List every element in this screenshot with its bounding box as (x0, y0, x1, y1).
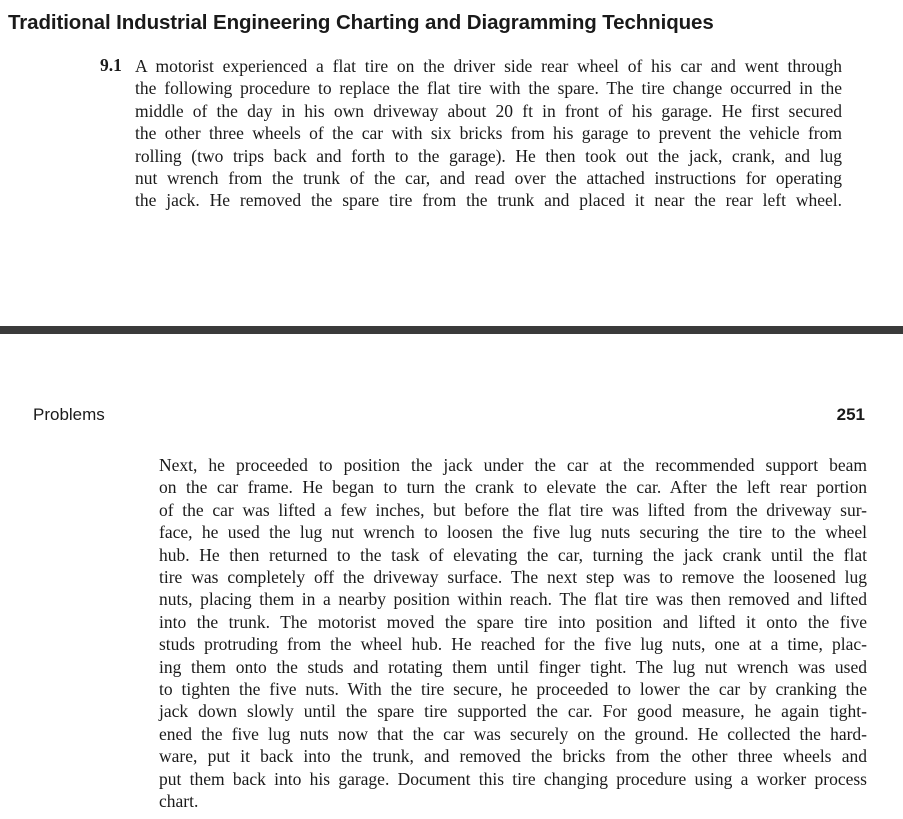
text-line: put them back into his garage. Document this tire changing procedure using a worker process (159, 768, 867, 789)
section-label: Problems (33, 405, 105, 424)
text-line: ened the five lug nuts now that the car was securely on the ground. He collected the hard- (159, 723, 867, 744)
text-line: ware, put it back into the trunk, and removed the bricks from the other three wheels and (159, 746, 867, 767)
text-line: to tighten the five nuts. With the tire secure, he proceeded to lower the car by cranking the (159, 679, 867, 700)
text-line: nut wrench from the trunk of the car, and read over the attached instructions for operating (135, 168, 842, 189)
text-line: ing them onto the studs and rotating them until finger tight. The lug nut wrench was used (159, 656, 867, 677)
text-line: studs protruding from the wheel hub. He reached for the five lug nuts, one at a time, plac- (159, 634, 867, 655)
text-line: the following procedure to replace the flat tire with the spare. The tire change occurred in the (135, 78, 842, 99)
text-line: hub. He then returned to the task of elevating the car, turning the jack crank until the flat (159, 544, 867, 565)
text-line: the other three wheels of the car with six bricks from his garage to prevent the vehicle from (135, 123, 842, 144)
text-line: Next, he proceeded to position the jack under the car at the recommended support beam (159, 455, 867, 475)
text-line: jack down slowly until the spare tire supported the car. For good measure, he again tight- (159, 701, 867, 722)
text-line: chart. (159, 791, 199, 812)
text-line: the jack. He removed the spare tire from the trunk and placed it near the rear left wheel. (135, 190, 842, 211)
text-line: into the trunk. The motorist moved the spare tire into position and lifted it onto the five (159, 611, 867, 632)
text-line: A motorist experienced a flat tire on the driver side rear wheel of his car and went through (135, 56, 842, 76)
text-line: rolling (two trips back and forth to the garage). He then took out the jack, crank, and lug (135, 145, 842, 166)
problem-text-bottom (159, 454, 867, 813)
text-line: tire was completely off the driveway surface. The next step was to remove the loosened lug (159, 567, 867, 588)
problem-number: 9.1 (100, 55, 122, 75)
text-line: on the car frame. He began to turn the crank to elevate the car. After the left rear portion (159, 477, 867, 498)
text-line: middle of the day in his own driveway about 20 ft in front of his garage. He first secured (135, 100, 842, 121)
text-line: face, he used the lug nut wrench to loosen the five lug nuts securing the tire to the wheel (159, 522, 867, 543)
page-number: 251 (836, 405, 865, 424)
chapter-header: Traditional Industrial Engineering Charting and Diagramming Techniques (8, 11, 714, 34)
text-line: nuts, placing them in a nearby position within reach. The flat tire was then removed and lifted (159, 589, 867, 610)
problem-text-top (135, 55, 842, 212)
text-line: of the car was lifted a few inches, but before the flat tire was lifted from the driveway sur- (159, 499, 867, 520)
page-divider (0, 326, 903, 334)
